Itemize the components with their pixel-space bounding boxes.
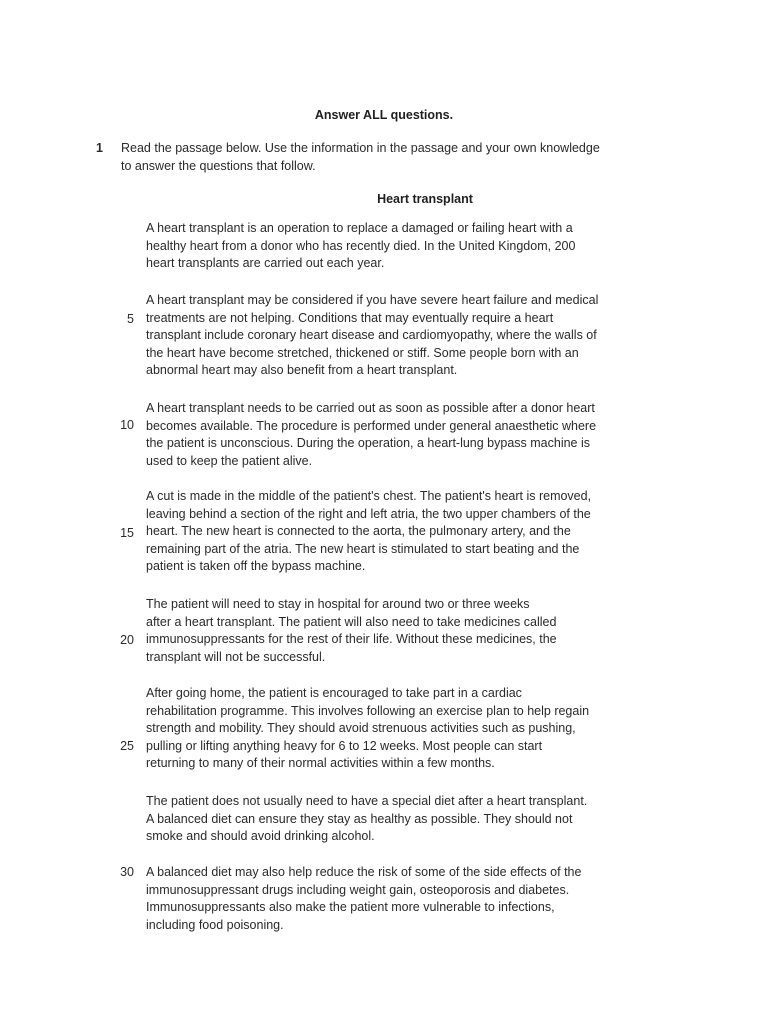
passage-paragraph <box>146 220 681 273</box>
passage-line: strength and mobility. They should avoid strenuous activities such as pushing, <box>146 721 576 736</box>
line-number: 25 <box>120 739 134 753</box>
passage-line: A heart transplant needs to be carried out as soon as possible after a donor heart <box>146 401 595 415</box>
passage-line: heart transplants are carried out each year. <box>146 256 385 271</box>
passage-line: The patient will need to stay in hospital for around two or three weeks <box>146 597 530 611</box>
passage-paragraph <box>146 793 681 846</box>
line-number: 20 <box>120 633 134 647</box>
passage-line: returning to many of their normal activities within a few months. <box>146 756 495 771</box>
question-prompt-line: Read the passage below. Use the information in the passage and your own knowledge <box>121 141 600 155</box>
passage-line: patient is taken off the bypass machine. <box>146 559 366 574</box>
passage-line: remaining part of the atria. The new heart is stimulated to start beating and the <box>146 541 580 556</box>
passage-line: treatments are not helping. Conditions that may eventually require a heart <box>146 310 554 325</box>
question-number: 1 <box>96 141 103 155</box>
passage-line: After going home, the patient is encouraged to take part in a cardiac <box>146 686 522 700</box>
passage-line: Immunosuppressants also make the patient more vulnerable to infections, <box>146 900 555 915</box>
passage-line: transplant include coronary heart disease and cardiomyopathy, where the walls of <box>146 328 597 343</box>
passage-line: pulling or lifting anything heavy for 6 to 12 weeks. Most people can start <box>146 738 543 753</box>
passage-line: A balanced diet can ensure they stay as healthy as possible. They should not <box>146 811 573 826</box>
line-number: 5 <box>127 312 134 326</box>
passage-line: healthy heart from a donor who has recently died. In the United Kingdom, 200 <box>146 238 576 253</box>
question-prompt <box>121 139 681 175</box>
passage-line: used to keep the patient alive. <box>146 453 313 468</box>
passage-line: leaving behind a section of the right and left atria, the two upper chambers of the <box>146 506 591 521</box>
passage-line: smoke and should avoid drinking alcohol. <box>146 829 375 844</box>
passage-paragraph <box>146 292 681 380</box>
passage-paragraph <box>146 864 681 934</box>
passage-line: The patient does not usually need to have a special diet after a heart transplant. <box>146 794 588 808</box>
line-number: 10 <box>120 418 134 432</box>
passage-paragraph <box>146 400 681 470</box>
passage-paragraph <box>146 488 681 576</box>
passage-paragraph <box>146 685 681 773</box>
passage-line: A cut is made in the middle of the patient's chest. The patient's heart is removed, <box>146 489 592 503</box>
passage-line: after a heart transplant. The patient will also need to take medicines called <box>146 614 557 629</box>
passage-line: immunosuppressant drugs including weight gain, osteoporosis and diabetes. <box>146 882 570 897</box>
passage-line: heart. The new heart is connected to the aorta, the pulmonary artery, and the <box>146 524 571 539</box>
line-number: 30 <box>120 865 134 879</box>
passage-title: Heart transplant <box>377 192 473 206</box>
passage-paragraph <box>146 596 681 666</box>
passage-line: rehabilitation programme. This involves following an exercise plan to help regain <box>146 703 590 718</box>
passage-line: including food poisoning. <box>146 917 284 932</box>
question-prompt-line: to answer the questions that follow. <box>121 159 316 173</box>
passage-line: becomes available. The procedure is performed under general anaesthetic where <box>146 418 597 433</box>
passage-line: A heart transplant may be considered if you have severe heart failure and medical <box>146 293 599 307</box>
passage-line: A heart transplant is an operation to replace a damaged or failing heart with a <box>146 221 573 235</box>
passage-line: transplant will not be successful. <box>146 649 326 664</box>
passage-line: abnormal heart may also benefit from a heart transplant. <box>146 363 458 378</box>
passage-line: immunosuppressants for the rest of their life. Without these medicines, the <box>146 632 557 647</box>
passage-line: the patient is unconscious. During the operation, a heart-lung bypass machine is <box>146 436 591 451</box>
instructions-heading: Answer ALL questions. <box>314 108 454 122</box>
passage-line: A balanced diet may also help reduce the risk of some of the side effects of the <box>146 865 582 879</box>
line-number: 15 <box>120 526 134 540</box>
passage-line: the heart have become stretched, thickened or stiff. Some people born with an <box>146 345 579 360</box>
